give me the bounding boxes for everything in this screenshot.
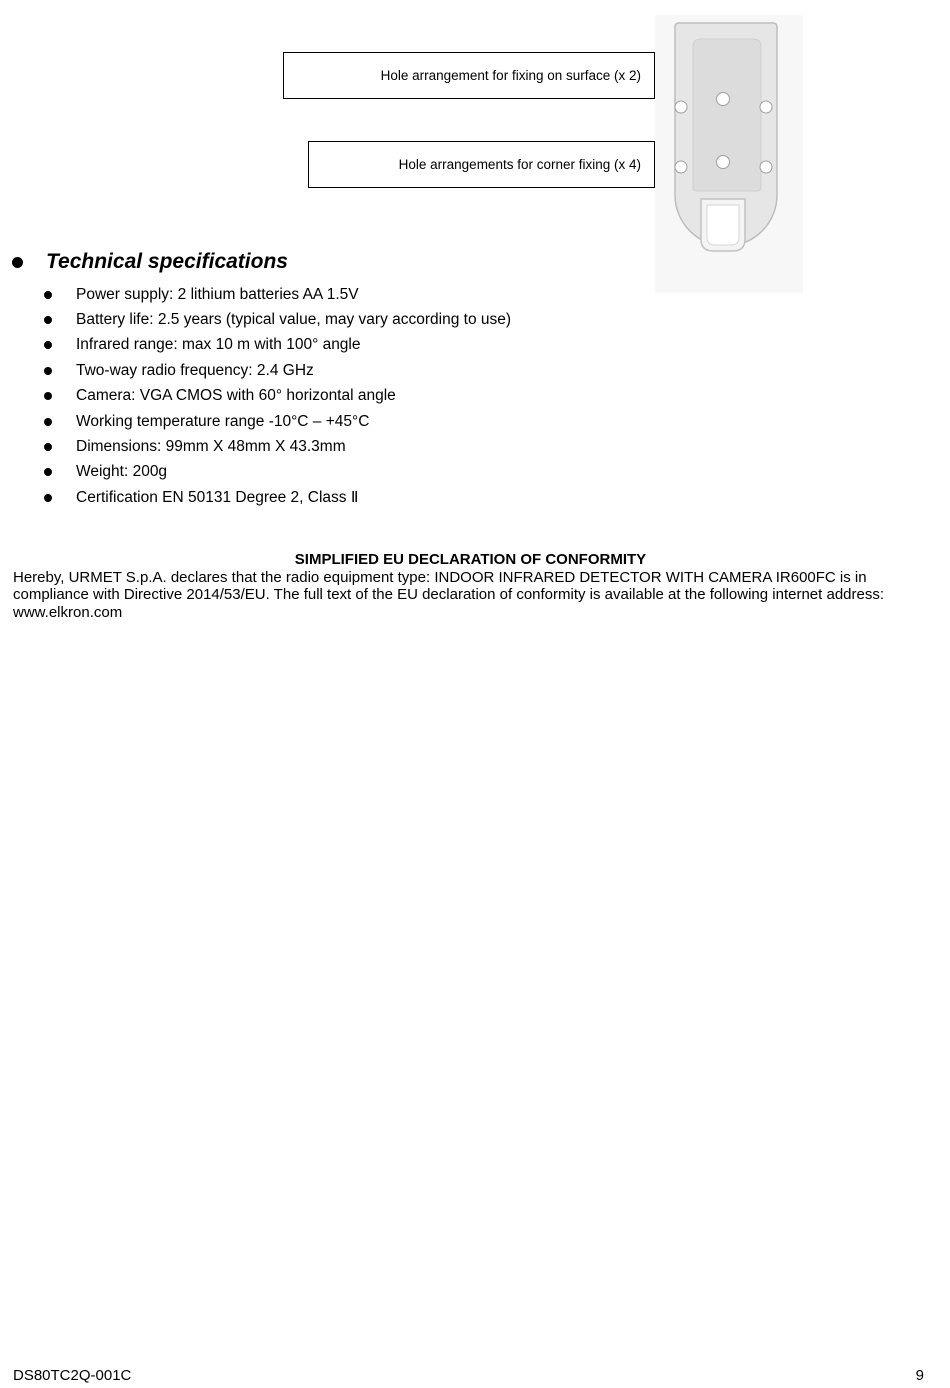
heading-bullet-icon: [12, 257, 23, 268]
list-item: [44, 333, 511, 358]
declaration-title: SIMPLIFIED EU DECLARATION OF CONFORMITY: [294, 551, 647, 568]
specs-section-heading: [12, 250, 288, 274]
device-lens: [707, 205, 739, 245]
hole-surface-center: [717, 93, 730, 106]
list-item: [44, 307, 511, 332]
bullet-icon: [44, 468, 52, 476]
eu-declaration: [13, 551, 928, 621]
bullet-icon: [44, 418, 52, 426]
hole-corner-bottom-left: [675, 161, 687, 173]
bullet-icon: [44, 367, 52, 375]
bullet-icon: [44, 443, 52, 451]
list-item: [44, 409, 511, 434]
bullet-icon: [44, 392, 52, 400]
bullet-icon: [44, 316, 52, 324]
specs-list: [44, 282, 511, 511]
footer-page-number: 9: [915, 1367, 924, 1384]
spec-text: Power supply: 2 lithium batteries AA 1.5V: [76, 285, 359, 303]
spec-text: Battery life: 2.5 years (typical value, may vary according to use): [76, 311, 512, 329]
bullet-icon: [44, 494, 52, 502]
bullet-icon: [44, 291, 52, 299]
bullet-icon: [44, 341, 52, 349]
specs-heading-title: Technical specifications: [46, 250, 288, 273]
spec-text: Certification EN 50131 Degree 2, Class Ⅱ: [76, 489, 359, 507]
list-item: [44, 384, 511, 409]
device-inner-panel: [693, 39, 761, 191]
spec-text: Infrared range: max 10 m with 100° angle: [76, 336, 361, 354]
hole-surface-lower: [717, 156, 730, 169]
spec-text: Camera: VGA CMOS with 60° horizontal angle: [76, 387, 396, 405]
spec-text: Two-way radio frequency: 2.4 GHz: [76, 361, 314, 379]
footer-doc-code: DS80TC2Q-001C: [13, 1367, 132, 1384]
list-item: [44, 485, 511, 510]
spec-text: Working temperature range -10°C – +45°C: [76, 412, 370, 430]
spec-text: Weight: 200g: [76, 463, 168, 481]
list-item: [44, 434, 511, 459]
declaration-body: Hereby, URMET S.p.A. declares that the radio equipment type: INDOOR INFRARED DETECTOR WITH CAMERA IR600FC is in compliance with Directive 2014/53/EU. The full text of the EU declaration of conformity is available at the following internet address: www.elkron.com: [13, 568, 885, 621]
spec-text: Dimensions: 99mm X 48mm X 43.3mm: [76, 438, 346, 456]
hole-corner-bottom-right: [760, 161, 772, 173]
callout-corner-label: Hole arrangements for corner fixing (x 4): [398, 157, 641, 172]
hole-corner-top-right: [760, 101, 772, 113]
device-backplate-figure: [655, 15, 803, 293]
callout-surface-label: Hole arrangement for fixing on surface (x 2): [380, 68, 641, 83]
hole-corner-top-left: [675, 101, 687, 113]
list-item: [44, 460, 511, 485]
list-item: [44, 358, 511, 383]
list-item: [44, 282, 511, 307]
